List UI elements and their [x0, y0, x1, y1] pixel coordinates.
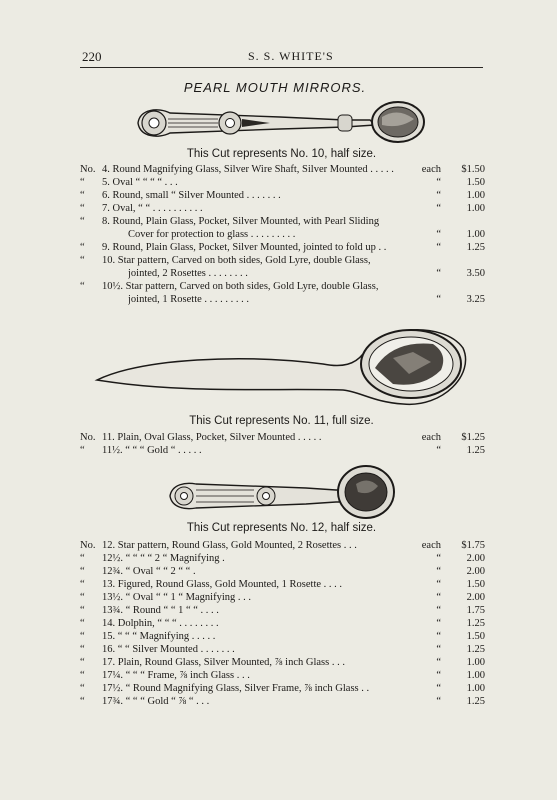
price-row: [80, 656, 485, 669]
price-row: [80, 293, 485, 306]
item-price: 1.00: [466, 190, 485, 201]
each-label: “: [436, 229, 441, 240]
item-number: “: [80, 579, 85, 590]
item-number: “: [80, 644, 85, 655]
each-label: “: [436, 445, 441, 456]
item-price: 2.00: [466, 592, 485, 603]
item-number: “: [80, 605, 85, 616]
price-row: [80, 539, 485, 552]
item-number: “: [80, 281, 85, 292]
mirror-no12-illustration: [166, 460, 398, 520]
each-label: “: [436, 618, 441, 629]
item-number: “: [80, 592, 85, 603]
each-label: each: [421, 540, 441, 551]
price-row: [80, 254, 485, 267]
item-price: 1.50: [466, 579, 485, 590]
item-price: $1.25: [461, 432, 485, 443]
price-row: [80, 695, 485, 708]
item-description: 13¾. “ Round “ “ 1 “ “ . . . .: [102, 605, 219, 616]
running-title: S. S. WHITE'S: [248, 49, 334, 63]
price-row: [80, 682, 485, 695]
price-row: [80, 565, 485, 578]
price-row: [80, 202, 485, 215]
item-number: “: [80, 670, 85, 681]
header-rule: [80, 67, 483, 68]
item-description: 12. Star pattern, Round Glass, Gold Mounted, 2 Rosettes . . .: [102, 540, 357, 551]
each-label: “: [436, 683, 441, 694]
item-description: 17½. “ Round Magnifying Glass, Silver Frame, ⅞ inch Glass . .: [102, 683, 370, 694]
item-price: 3.50: [466, 268, 485, 279]
price-row: [80, 643, 485, 656]
price-row: [80, 591, 485, 604]
item-number: No.: [80, 164, 96, 175]
item-number: “: [80, 216, 85, 227]
each-label: “: [436, 592, 441, 603]
item-price: 1.25: [466, 618, 485, 629]
section-title: PEARL MOUTH MIRRORS.: [183, 80, 367, 95]
item-number: “: [80, 553, 85, 564]
item-description: 9. Round, Plain Glass, Pocket, Silver Mounted, jointed to fold up . .: [102, 242, 387, 253]
item-price: 1.25: [466, 242, 485, 253]
each-label: each: [421, 164, 441, 175]
each-label: “: [436, 631, 441, 642]
each-label: “: [436, 566, 441, 577]
caption-no12: This Cut represents No. 12, half size.: [186, 522, 377, 534]
item-description: 11½. “ “ “ Gold “ . . . . .: [102, 445, 202, 456]
item-description: 10½. Star pattern, Carved on both sides, Gold Lyre, double Glass,: [102, 281, 379, 292]
each-label: “: [436, 670, 441, 681]
item-number: “: [80, 242, 85, 253]
item-price: 2.00: [466, 553, 485, 564]
item-price: 2.00: [466, 566, 485, 577]
each-label: “: [436, 203, 441, 214]
price-row: [80, 444, 485, 457]
item-description: 4. Round Magnifying Glass, Silver Wire Shaft, Silver Mounted . . . . .: [102, 164, 394, 175]
item-description: 16. “ “ Silver Mounted . . . . . . .: [102, 644, 235, 655]
item-price: 1.00: [466, 683, 485, 694]
price-row: [80, 215, 485, 228]
price-row: [80, 617, 485, 630]
item-description: 17¾. “ “ “ Gold “ ⅞ “ . . .: [102, 696, 210, 707]
item-price: 1.50: [466, 177, 485, 188]
item-description: Cover for protection to glass . . . . . . . . .: [128, 229, 296, 240]
item-description: 7. Oval, “ “ . . . . . . . . . .: [102, 203, 203, 214]
each-label: “: [436, 644, 441, 655]
item-description: 14. Dolphin, “ “ “ . . . . . . . .: [102, 618, 219, 629]
mirror-no10-illustration: [130, 95, 430, 143]
price-row: [80, 241, 485, 254]
item-number: “: [80, 618, 85, 629]
price-row: [80, 163, 485, 176]
price-list-group2: [80, 431, 485, 457]
each-label: each: [421, 432, 441, 443]
item-price: $1.75: [461, 540, 485, 551]
each-label: “: [436, 242, 441, 253]
item-description: jointed, 1 Rosette . . . . . . . . .: [128, 294, 250, 305]
price-row: [80, 267, 485, 280]
each-label: “: [436, 553, 441, 564]
mirror-no11-illustration: [93, 318, 473, 413]
each-label: “: [436, 657, 441, 668]
item-price: 1.25: [466, 445, 485, 456]
item-price: 1.25: [466, 644, 485, 655]
item-description: 13. Figured, Round Glass, Gold Mounted, 1 Rosette . . . .: [102, 579, 343, 590]
caption-no10: This Cut represents No. 10, half size.: [186, 148, 377, 160]
price-list-group1: [80, 163, 485, 306]
item-description: 12¾. “ Oval “ “ 2 “ “ .: [102, 566, 196, 577]
item-price: 1.00: [466, 229, 485, 240]
price-row: [80, 431, 485, 444]
item-price: $1.50: [461, 164, 485, 175]
item-description: 10. Star pattern, Carved on both sides, Gold Lyre, double Glass,: [102, 255, 371, 266]
item-price: 1.00: [466, 670, 485, 681]
price-row: [80, 552, 485, 565]
item-number: No.: [80, 540, 96, 551]
item-number: “: [80, 566, 85, 577]
each-label: “: [436, 177, 441, 188]
item-description: 5. Oval “ “ “ “ . . .: [102, 177, 178, 188]
item-price: 1.00: [466, 203, 485, 214]
price-list-group3: [80, 539, 485, 708]
each-label: “: [436, 190, 441, 201]
price-row: [80, 228, 485, 241]
item-price: 1.75: [466, 605, 485, 616]
item-description: jointed, 2 Rosettes . . . . . . . .: [128, 268, 248, 279]
item-price: 1.50: [466, 631, 485, 642]
item-price: 1.00: [466, 657, 485, 668]
price-row: [80, 176, 485, 189]
item-number: “: [80, 190, 85, 201]
item-price: 1.25: [466, 696, 485, 707]
caption-no11: This Cut represents No. 11, full size.: [189, 415, 374, 427]
item-description: 13½. “ Oval “ “ 1 “ Magnifying . . .: [102, 592, 252, 603]
item-description: 8. Round, Plain Glass, Pocket, Silver Mounted, with Pearl Sliding: [102, 216, 380, 227]
item-number: “: [80, 631, 85, 642]
item-price: 3.25: [466, 294, 485, 305]
item-number: “: [80, 177, 85, 188]
each-label: “: [436, 294, 441, 305]
item-description: 17. Plain, Round Glass, Silver Mounted, ⅞ inch Glass . . .: [102, 657, 345, 668]
item-number: No.: [80, 432, 96, 443]
each-label: “: [436, 579, 441, 590]
item-description: 6. Round, small “ Silver Mounted . . . . . . .: [102, 190, 281, 201]
price-row: [80, 604, 485, 617]
item-number: “: [80, 696, 85, 707]
item-number: “: [80, 683, 85, 694]
price-row: [80, 630, 485, 643]
item-number: “: [80, 203, 85, 214]
item-description: 12½. “ “ “ “ 2 “ Magnifying .: [102, 553, 225, 564]
page-number: 220: [82, 49, 102, 64]
each-label: “: [436, 696, 441, 707]
price-row: [80, 669, 485, 682]
item-number: “: [80, 445, 85, 456]
item-number: “: [80, 255, 85, 266]
each-label: “: [436, 268, 441, 279]
item-number: “: [80, 657, 85, 668]
item-description: 11. Plain, Oval Glass, Pocket, Silver Mounted . . . . .: [102, 432, 322, 443]
item-description: 15. “ “ “ Magnifying . . . . .: [102, 631, 216, 642]
item-description: 17¼. “ “ “ Frame, ⅞ inch Glass . . .: [102, 670, 250, 681]
price-row: [80, 189, 485, 202]
price-row: [80, 578, 485, 591]
each-label: “: [436, 605, 441, 616]
price-row: [80, 280, 485, 293]
